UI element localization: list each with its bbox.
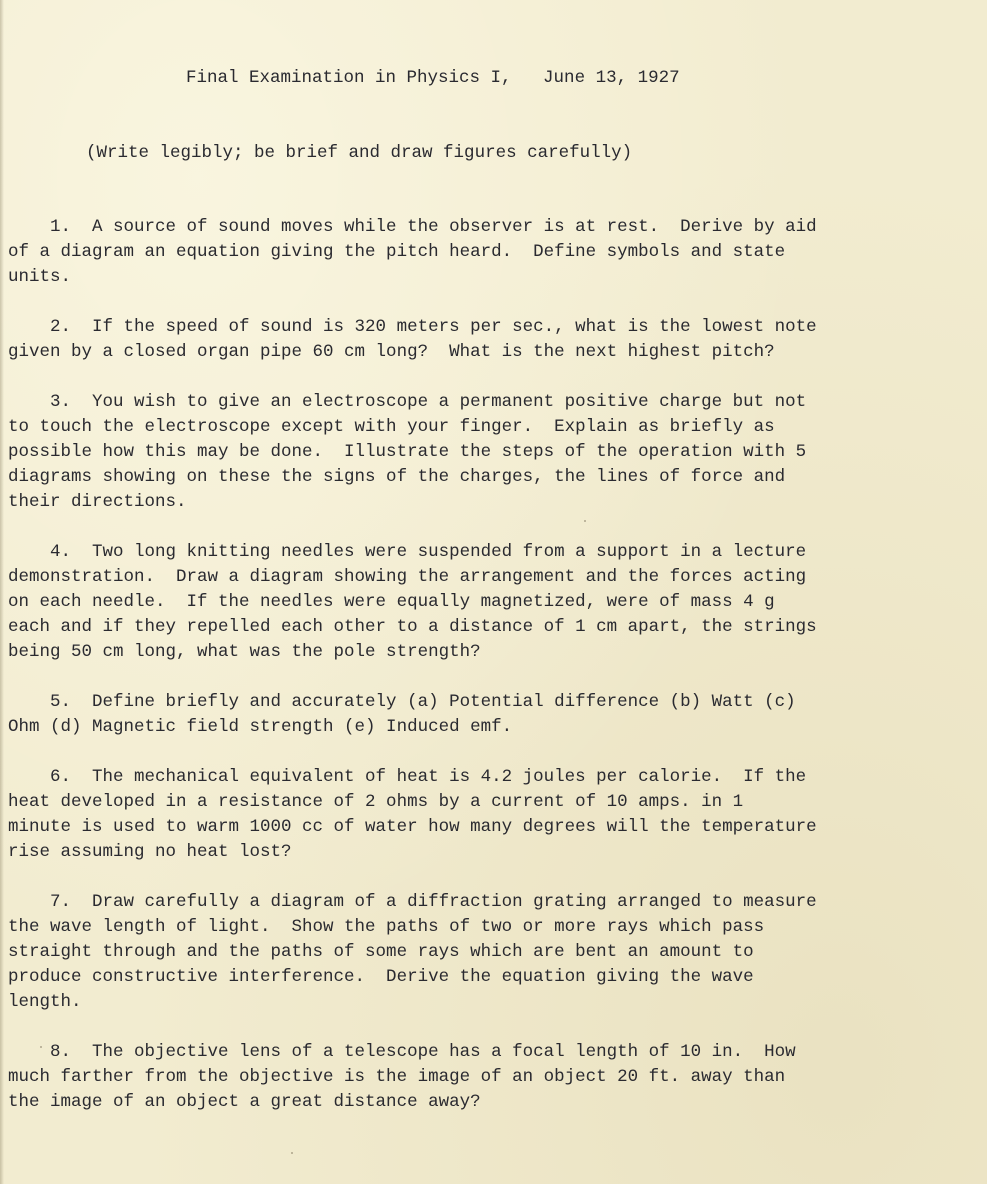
question-line: their directions.: [8, 492, 187, 512]
question-2: [8, 315, 983, 365]
paper-speck: [584, 520, 586, 522]
question-7: [8, 890, 983, 1015]
question-4: [8, 540, 983, 665]
question-line: being 50 cm long, what was the pole strength?: [8, 642, 481, 662]
question-line: much farther from the objective is the image of an object 20 ft. away than: [8, 1067, 786, 1087]
question-5: [8, 690, 983, 740]
question-line: 2. If the speed of sound is 320 meters per sec., what is the lowest note: [8, 317, 817, 337]
question-line: units.: [8, 267, 72, 287]
question-line: the image of an object a great distance away?: [8, 1092, 481, 1112]
question-line: length.: [8, 992, 82, 1012]
question-line: demonstration. Draw a diagram showing the arrangement and the forces acting: [8, 567, 807, 587]
question-line: possible how this may be done. Illustrate the steps of the operation with 5: [8, 442, 807, 462]
paper-edge-shadow: [0, 0, 4, 1184]
question-line: 1. A source of sound moves while the observer is at rest. Derive by aid: [8, 217, 817, 237]
question-line: minute is used to warm 1000 cc of water how many degrees will the temperature: [8, 817, 817, 837]
question-3: [8, 390, 983, 515]
question-1: [8, 215, 983, 290]
question-line: 4. Two long knitting needles were suspended from a support in a lecture: [8, 542, 807, 562]
question-line: rise assuming no heat lost?: [8, 842, 292, 862]
question-list: [8, 215, 983, 1140]
question-line: on each needle. If the needles were equally magnetized, were of mass 4 g: [8, 592, 775, 612]
paper-speck: [291, 1152, 293, 1154]
question-line: each and if they repelled each other to a distance of 1 cm apart, the strings: [8, 617, 817, 637]
question-line: 6. The mechanical equivalent of heat is 4.2 joules per calorie. If the: [8, 767, 807, 787]
question-line: heat developed in a resistance of 2 ohms by a current of 10 amps. in 1: [8, 792, 744, 812]
question-line: 8. The objective lens of a telescope has a focal length of 10 in. How: [8, 1042, 796, 1062]
question-line: straight through and the paths of some rays which are bent an amount to: [8, 942, 754, 962]
exam-title: Final Examination in Physics I, June 13, 1927: [186, 68, 680, 88]
paper-speck: [40, 1046, 42, 1048]
question-line: given by a closed organ pipe 60 cm long? What is the next highest pitch?: [8, 342, 775, 362]
question-line: 7. Draw carefully a diagram of a diffraction grating arranged to measure: [8, 892, 817, 912]
question-line: 3. You wish to give an electroscope a permanent positive charge but not: [8, 392, 807, 412]
question-line: of a diagram an equation giving the pitch heard. Define symbols and state: [8, 242, 786, 262]
question-line: the wave length of light. Show the paths of two or more rays which pass: [8, 917, 765, 937]
question-line: diagrams showing on these the signs of the charges, the lines of force and: [8, 467, 786, 487]
exam-instructions: (Write legibly; be brief and draw figures carefully): [86, 143, 633, 163]
question-line: Ohm (d) Magnetic field strength (e) Induced emf.: [8, 717, 513, 737]
question-line: produce constructive interference. Derive the equation giving the wave: [8, 967, 754, 987]
question-6: [8, 765, 983, 865]
question-line: 5. Define briefly and accurately (a) Potential difference (b) Watt (c): [8, 692, 796, 712]
question-line: to touch the electroscope except with your finger. Explain as briefly as: [8, 417, 775, 437]
question-8: [8, 1040, 983, 1115]
